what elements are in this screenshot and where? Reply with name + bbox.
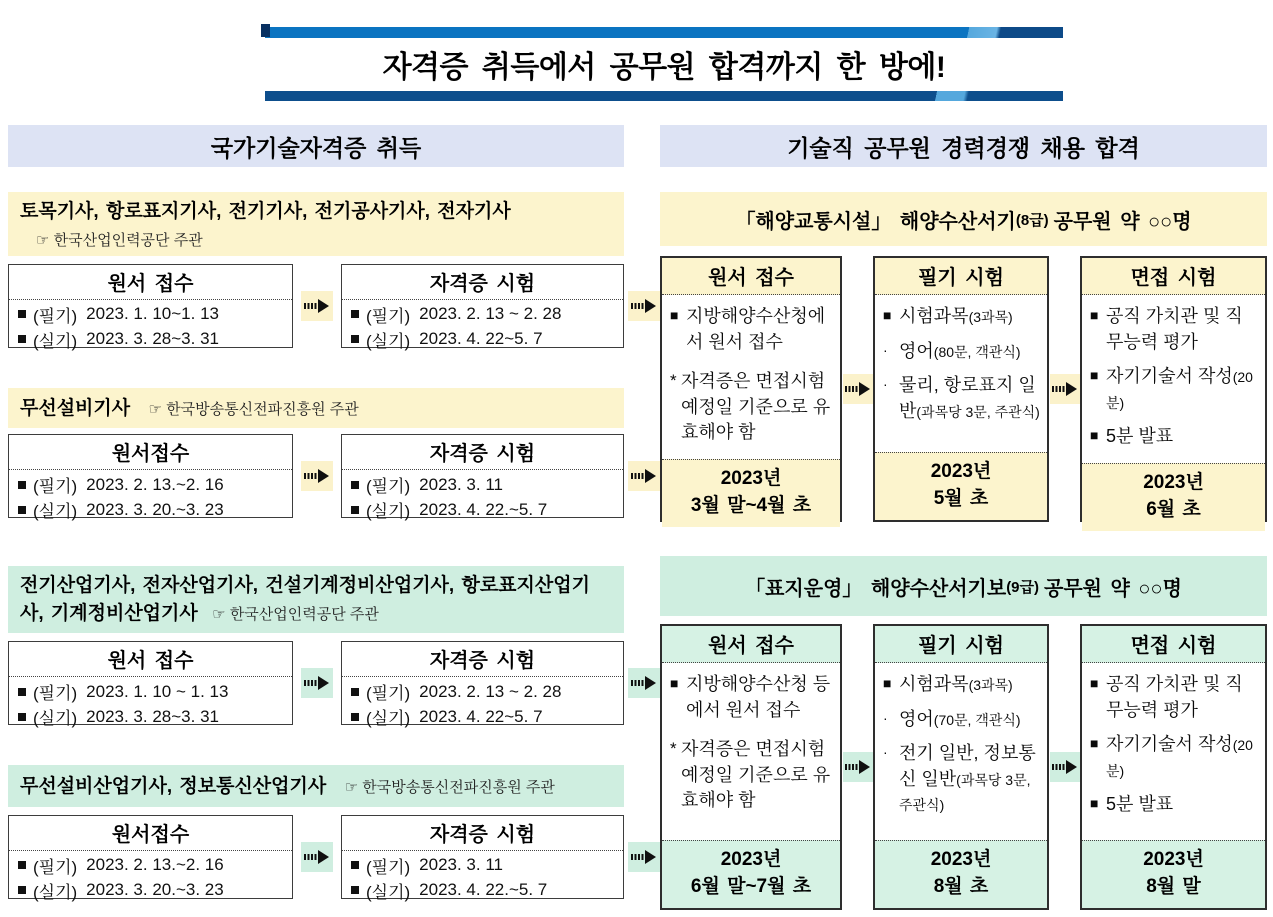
- application-box: [660, 256, 842, 522]
- schedule-item: (필기) 2023. 1. 10 ~ 1. 13: [18, 679, 283, 704]
- bullet-item: ■ 시험과목(3과목): [883, 306, 1013, 326]
- schedule-item: (실기) 2023. 4. 22.~5. 7: [351, 878, 614, 903]
- striped-arrow-icon: [301, 842, 333, 872]
- box-header: 필기 시험: [875, 258, 1047, 295]
- arrow-gap: [842, 624, 873, 910]
- striped-arrow-icon: [301, 461, 333, 491]
- box-items: [9, 851, 292, 905]
- box-body: [662, 295, 840, 459]
- section-banner-radio: [8, 388, 624, 429]
- box-items: [9, 300, 292, 354]
- box-header: 면접 시험: [1082, 258, 1265, 295]
- box-header: 면접 시험: [1082, 626, 1265, 663]
- schedule-item: (실기) 2023. 3. 28~3. 31: [18, 327, 283, 352]
- schedule-item: (필기) 2023. 3. 11: [351, 472, 614, 497]
- process-row: [660, 256, 1267, 522]
- bullet-item: ■ 지방해양수산청에서 원서 접수: [670, 306, 826, 352]
- section-organizer: ☞ 한국방송통신전파진흥원 주관: [148, 400, 359, 418]
- schedule-item: (실기) 2023. 3. 20.~3. 23: [18, 878, 283, 903]
- box-header: 자격증 시험: [342, 435, 623, 470]
- arrow-gap: [1049, 256, 1080, 522]
- section-banner-industrial: [8, 566, 624, 633]
- arrow-gap: [293, 264, 341, 348]
- arrow-gap: [293, 434, 341, 518]
- exam-box: [341, 434, 624, 522]
- date-footer: 2023년 8월 말: [1082, 840, 1265, 908]
- application-box: [8, 434, 293, 522]
- date-footer: 2023년 5월 초: [875, 452, 1047, 520]
- exam-box: [341, 815, 624, 902]
- box-items: [342, 470, 623, 524]
- arrow-gap: [293, 641, 341, 725]
- bullet-item: ■ 지방해양수산청 등에서 원서 접수: [670, 674, 831, 720]
- interview-box: [1080, 256, 1267, 522]
- note-item: * 자격증은 면접시험 예정일 기준으로 유효해야 함: [670, 371, 831, 443]
- schedule-item: (실기) 2023. 4. 22~5. 7: [351, 704, 614, 729]
- section-title: 전기산업기사, 전자산업기사, 건설기계정비산업기사, 항로표지산업기사, 기계정비산업기사: [20, 575, 590, 624]
- box-items: [9, 677, 292, 731]
- striped-arrow-icon: [1050, 374, 1080, 404]
- schedule-item: (필기) 2023. 2. 13.~2. 16: [18, 853, 283, 878]
- bullet-item: · 전기 일반, 정보통신 일반(과목당 3문, 주관식): [883, 743, 1036, 814]
- box-header: 원서 접수: [662, 626, 840, 663]
- striped-arrow-icon: [628, 461, 660, 491]
- bullet-item: ■ 공직 가치관 및 직무능력 평가: [1090, 674, 1243, 720]
- arrow-gap: [293, 815, 341, 899]
- left-column: [8, 125, 624, 902]
- schedule-row: [8, 815, 624, 902]
- schedule-item: (실기) 2023. 4. 22~5. 7: [351, 327, 614, 352]
- written-exam-box: [873, 256, 1049, 522]
- application-box: [8, 815, 293, 902]
- arrow-gap: [842, 256, 873, 522]
- bullet-item: · 물리, 항로표지 일반(과목당 3문, 주관식): [883, 375, 1040, 421]
- application-box: [660, 624, 842, 910]
- section-title: 무선설비산업기사, 정보통신산업기사: [20, 776, 327, 798]
- schedule-item: (필기) 2023. 1. 10~1. 13: [18, 302, 283, 327]
- title-bottom-bar: [265, 91, 1063, 101]
- recruitment-group-grade9: [660, 556, 1267, 910]
- date-footer: 2023년 6월 초: [1082, 463, 1265, 531]
- right-column: [660, 125, 1267, 910]
- box-items: [342, 677, 623, 731]
- written-exam-box: [873, 624, 1049, 910]
- interview-box: [1080, 624, 1267, 910]
- striped-arrow-icon: [301, 668, 333, 698]
- section-organizer: ☞ 한국산업인력공단 주관: [212, 605, 379, 623]
- schedule-row: [8, 434, 624, 522]
- section-title: 무선설비기사: [20, 397, 131, 419]
- box-items: [342, 300, 623, 354]
- schedule-row: [8, 641, 624, 729]
- application-box: [8, 264, 293, 351]
- process-row: [660, 624, 1267, 910]
- striped-arrow-icon: [1050, 752, 1080, 782]
- striped-arrow-icon: [843, 752, 873, 782]
- bullet-item: ■ 시험과목(3과목): [883, 674, 1013, 694]
- box-header: 자격증 시험: [342, 265, 623, 300]
- page-title: 자격증 취득에서 공무원 합격까지 한 방에!: [382, 51, 946, 84]
- schedule-row: [8, 264, 624, 351]
- bullet-item: ■ 공직 가치관 및 직무능력 평가: [1090, 306, 1243, 352]
- striped-arrow-icon: [301, 291, 333, 321]
- schedule-item: (실기) 2023. 3. 20.~3. 23: [18, 497, 283, 522]
- box-body: [1082, 663, 1265, 840]
- box-body: [662, 663, 840, 840]
- bullet-item: ■ 자기기술서 작성(20분): [1090, 366, 1253, 411]
- recruitment-banner: 「해양교통시설」 해양수산서기 (8급) 공무원 약 ○○명: [660, 192, 1267, 246]
- note-item: * 자격증은 면접시험 예정일 기준으로 유효해야 함: [670, 739, 831, 811]
- schedule-item: (실기) 2023. 3. 28~3. 31: [18, 704, 283, 729]
- striped-arrow-icon: [628, 291, 660, 321]
- box-header: 원서 접수: [662, 258, 840, 295]
- box-header: 원서 접수: [9, 642, 292, 677]
- date-footer: 2023년 6월 말~7월 초: [662, 840, 840, 908]
- date-footer: 2023년 3월 말~4월 초: [662, 459, 840, 527]
- recruitment-group-grade8: [660, 192, 1267, 522]
- exam-box: [341, 641, 624, 729]
- box-body: [875, 295, 1047, 452]
- application-box: [8, 641, 293, 729]
- date-footer: 2023년 8월 초: [875, 840, 1047, 908]
- box-body: [875, 663, 1047, 840]
- schedule-item: (필기) 2023. 2. 13.~2. 16: [18, 472, 283, 497]
- striped-arrow-icon: [843, 374, 873, 404]
- bullet-item: ■ 5분 발표: [1090, 426, 1174, 447]
- box-header: 원서접수: [9, 435, 292, 470]
- bullet-item: · 영어(70문, 객관식): [883, 708, 1021, 729]
- box-body: [1082, 295, 1265, 463]
- left-column-header: 국가기술자격증 취득: [8, 125, 624, 167]
- right-column-header: 기술직 공무원 경력경쟁 채용 합격: [660, 125, 1267, 167]
- title-banner: [265, 27, 1063, 101]
- bullet-item: ■ 5분 발표: [1090, 794, 1174, 815]
- exam-box: [341, 264, 624, 351]
- section-organizer: ☞ 한국산업인력공단 주관: [36, 231, 203, 249]
- box-header: 원서접수: [9, 816, 292, 851]
- box-header: 자격증 시험: [342, 642, 623, 677]
- title-top-bar: [265, 27, 1063, 38]
- section-organizer: ☞ 한국방송통신전파진흥원 주관: [344, 779, 555, 797]
- striped-arrow-icon: [628, 842, 660, 872]
- recruitment-banner: 「표지운영」 해양수산서기보 (9급) 공무원 약 ○○명: [660, 556, 1267, 616]
- box-items: [342, 851, 623, 905]
- section-banner-info-comm: [8, 765, 624, 807]
- arrow-gap: [1049, 624, 1080, 910]
- schedule-item: (필기) 2023. 2. 13 ~ 2. 28: [351, 302, 614, 327]
- schedule-item: (실기) 2023. 4. 22.~5. 7: [351, 497, 614, 522]
- box-items: [9, 470, 292, 524]
- schedule-item: (필기) 2023. 2. 13 ~ 2. 28: [351, 679, 614, 704]
- striped-arrow-icon: [628, 668, 660, 698]
- bullet-item: · 영어(80문, 객관식): [883, 340, 1021, 361]
- box-header: 필기 시험: [875, 626, 1047, 663]
- schedule-item: (필기) 2023. 3. 11: [351, 853, 614, 878]
- box-header: 원서 접수: [9, 265, 292, 300]
- bullet-item: ■ 자기기술서 작성(20분): [1090, 734, 1253, 779]
- section-banner-civil-eng: [8, 192, 624, 256]
- box-header: 자격증 시험: [342, 816, 623, 851]
- section-title: 토목기사, 항로표지기사, 전기기사, 전기공사기사, 전자기사: [20, 201, 511, 222]
